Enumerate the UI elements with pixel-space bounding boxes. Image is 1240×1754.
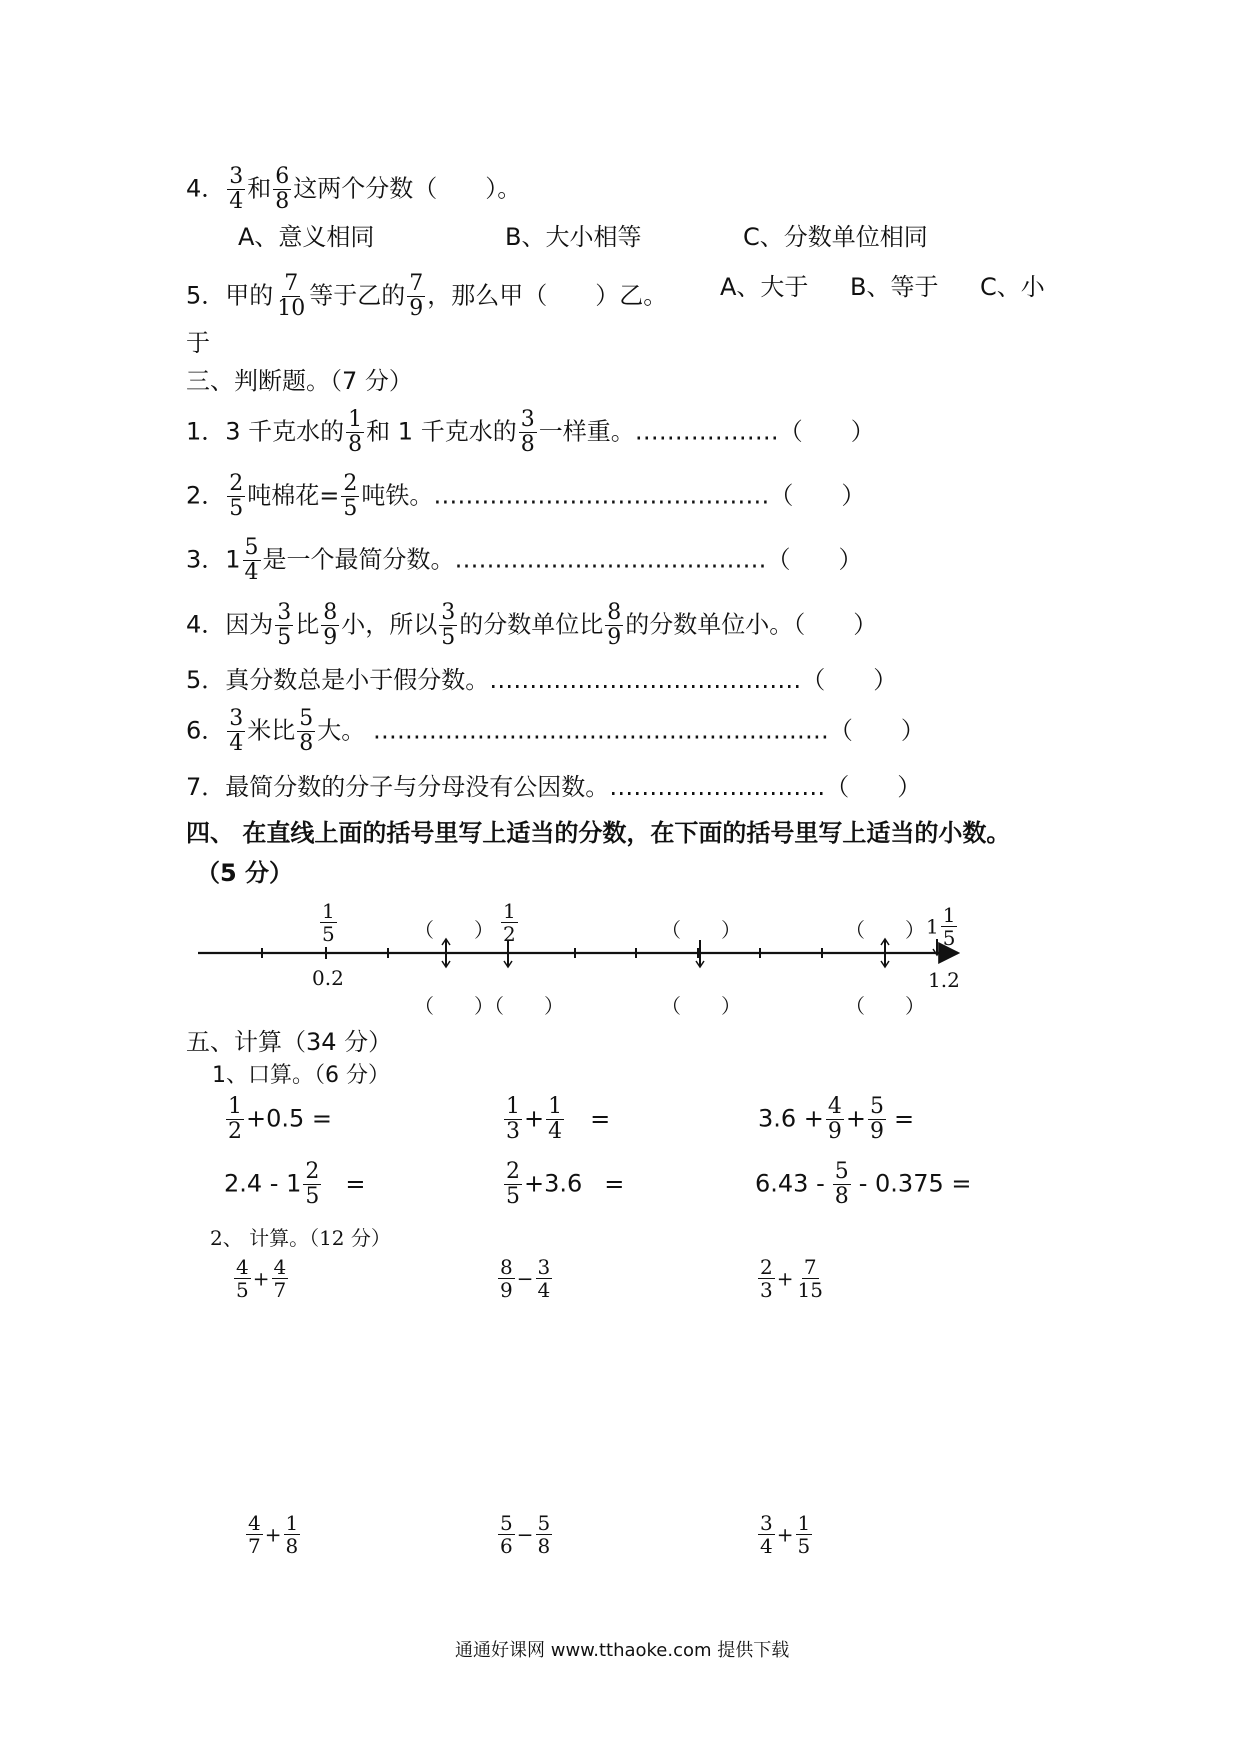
q5-option-c: C、小 [980,273,1045,301]
fraction: $\frac{6}{8}$ [275,164,290,214]
calc-3: $\frac{2}{3}$ + $\frac{7}{15}$ [760,1255,823,1302]
fraction: $\frac{7}{9}$ [409,271,424,321]
fraction: $\frac{3}{8}$ [520,407,535,457]
calc-6: $\frac{3}{4}$ + $\frac{1}{5}$ [760,1511,811,1558]
question-4 [186,165,521,214]
fraction: $\frac{5}{9}$ [870,1094,885,1144]
fraction: $\frac{5}{8}$ [834,1159,849,1209]
q4-text: 这两个分数（ ）。 [293,174,522,203]
top-paren-1: （ ） [414,918,494,942]
q5-mid: 等于乙的 [309,281,406,310]
fraction: $\frac{2}{5}$ [305,1159,320,1209]
calc-2: $\frac{8}{9}$ − $\frac{3}{4}$ [500,1255,551,1302]
footer-text: 通通好课网 www.tthaoke.com 提供下载 [455,1640,790,1661]
section-5-title: 五、计算（34 分） [186,1028,393,1056]
q4-and: 和 [247,174,272,203]
fraction: $\frac{3}{4}$ [229,706,244,756]
judge-item-5: 5．真分数总是小于假分数。…………………………………（ ） [186,666,898,694]
q4-option-a: A、意义相同 [238,223,375,251]
bottom-paren-double: （ ）（ ） [414,994,564,1018]
mental-5: $\frac{2}{5}$ +3.6 = [506,1159,625,1209]
fraction: $\frac{2}{5}$ [229,471,244,521]
top-paren-3: （ ） [845,918,925,942]
judge-item-4: 4．因为 $\frac{3}{5}$ 比 $\frac{8}{9}$ 小，所以 $\frac{3}{5}$ 的分数单位比 $\frac{8}{9}$ 的分数单位小。（ ） [186,600,878,650]
top-fraction-1-5: $\frac{1}{5}$ [322,899,335,946]
fraction: $\frac{1}{4}$ [548,1094,563,1144]
section-3-title: 三、判断题。（7 分） [186,367,413,395]
fraction: $\frac{8}{9}$ [323,600,338,650]
mental-3: 3.6 + $\frac{4}{9}$ + $\frac{5}{9}$ = [758,1094,915,1144]
bottom-label-1-2: 1.2 [928,968,960,992]
bottom-paren-3: （ ） [845,994,925,1018]
fraction: $\frac{2}{5}$ [343,471,358,521]
calc-4: $\frac{4}{7}$ + $\frac{1}{8}$ [248,1511,299,1558]
q5-option-a: A、大于 [720,273,809,301]
fraction: $\frac{8}{9}$ [607,600,622,650]
top-fraction-1-2: $\frac{1}{2}$ [503,899,516,946]
judge-item-3: 3．1 $\frac{5}{4}$ 是一个最简分数。…………………………………（ ） [186,535,863,585]
fraction: $\frac{1}{2}$ [228,1094,242,1144]
section-4-points: （5 分） [196,859,294,887]
fraction: $\frac{7}{10}$ [277,271,306,321]
question-5 [186,272,667,321]
bottom-label-0-2: 0.2 [312,966,344,990]
fraction: $\frac{3}{5}$ [277,600,292,650]
q4-option-c: C、分数单位相同 [743,223,928,251]
calc-5: $\frac{5}{6}$ − $\frac{5}{8}$ [500,1511,551,1558]
fraction: $\frac{1}{8}$ [348,407,363,457]
top-paren-2: （ ） [661,918,741,942]
top-mixed-1-1-5: 1 $\frac{1}{5}$ [926,903,956,950]
q5-number: 5．甲的 [186,281,274,310]
bottom-paren-2: （ ） [661,994,741,1018]
q4-number: 4． [186,174,226,203]
section-5-sub-2: 2、 计算。（12 分） [210,1226,391,1250]
fraction: $\frac{5}{8}$ [299,706,314,756]
judge-item-6: 6． $\frac{3}{4}$ 米比 $\frac{5}{8}$ 大。 …………………………………………………（ ） [186,706,925,756]
fraction: $\frac{2}{5}$ [506,1159,520,1209]
q5-wrap: 于 [186,329,210,357]
q5-option-b: B、等于 [850,273,939,301]
judge-item-7: 7．最简分数的分子与分母没有公因数。………………………（ ） [186,773,922,801]
fraction: $\frac{4}{9}$ [827,1094,842,1144]
fraction: $\frac{1}{3}$ [506,1094,520,1144]
fraction: $\frac{5}{4}$ [244,535,259,585]
calc-1: $\frac{4}{5}$ + $\frac{4}{7}$ [236,1255,287,1302]
section-4-title: 四、 在直线上面的括号里写上适当的分数，在下面的括号里写上适当的小数。 [186,819,1011,847]
judge-item-1: 1．3 千克水的 $\frac{1}{8}$ 和 1 千克水的 $\frac{3}{8}$ 一样重。………………（ ） [186,407,875,457]
mental-4: 2.4 - 1 $\frac{2}{5}$ = [224,1159,366,1209]
judge-item-2: 2． $\frac{2}{5}$ 吨棉花= $\frac{2}{5}$ 吨铁。……………………………………（ ） [186,471,866,521]
fraction: $\frac{3}{5}$ [441,600,456,650]
q4-option-b: B、大小相等 [505,223,642,251]
mental-6: 6.43 - $\frac{5}{8}$ - 0.375 = [755,1159,972,1209]
mental-1: $\frac{1}{2}$ +0.5 = [228,1094,333,1144]
fraction: $\frac{3}{4}$ [229,164,244,214]
q5-text: ，那么甲（ ）乙。 [427,281,668,310]
mental-2: $\frac{1}{3}$ + $\frac{1}{4}$ = [506,1094,611,1144]
section-5-sub-1: 1、口算。（6 分） [212,1063,390,1088]
